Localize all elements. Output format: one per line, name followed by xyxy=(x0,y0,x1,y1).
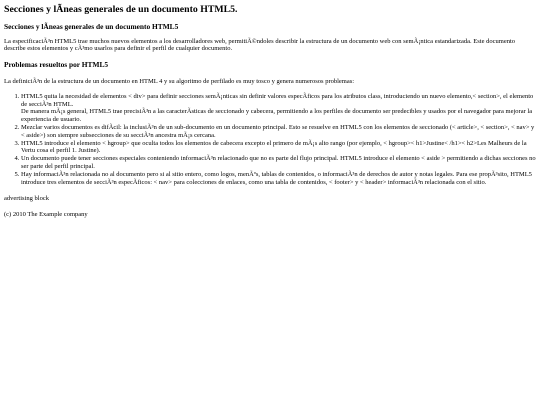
section-intro: La definiciÃ³n de la estructura de un documento en HTML 4 y su algoritmo de perfilado es muy tosco y genera numerosos problemas: xyxy=(4,78,355,86)
list-item-text: Un documento puede tener secciones especiales conteniendo informaciÃ³n relacionado que no es parte del flujo principal. HTML5 introduce el elemento < aside > permitiendo a dichas secciones no ser parte del perfil principal. xyxy=(21,155,536,171)
footer-copyright: (c) 2010 The Example company xyxy=(4,211,88,219)
list-item-text: HTML5 quita la necesidad de elementos < div> para definir secciones semÃ¡nticas sin definir valores especÃficos para los atributos class, introduciendo un nuevo elemento,< section>, el elemento de secciÃ³n HTML. xyxy=(21,92,534,108)
list-item-text: Mezclar varios documentos es difÃcil: la inclusiÃ³n de un sub-documento en un documento principal. Esto se resuelve en HTML5 con los elementos de seccionado (< article>, < section>, < nav> y < aside>) son siempre subsecciones de su secciÃ³n ancestra mÃ¡s cercana. xyxy=(21,124,535,139)
problems-list xyxy=(4,93,536,187)
section-title: Problemas resueltos por HTML5 xyxy=(4,60,109,70)
list-item xyxy=(21,171,536,187)
page-title: Secciones y lÃneas generales de un documento HTML5. xyxy=(4,4,238,15)
advertising-block: advertising block xyxy=(4,195,49,203)
article xyxy=(4,23,536,187)
list-item-text: De manera mÃ¡s general, HTML5 trae precisiÃ³n a las caracterÃsticas de seccionado y cabecera, permitiendo a los perfiles de documento ser predecibles y usados por el navegador para mejorar la experiencia de usuario. xyxy=(21,108,533,124)
list-item-text: HTML5 introduce el elemento < hgroup> que oculta todos los elementos de cabecera excepto el primero de mÃ¡s alto rango (por ejemplo, < hgroup>< h1>Justine< /h1>< h2>Les Malheurs de la Vertu cosa el perfil 1. Justine). xyxy=(21,139,527,155)
list-item xyxy=(21,93,536,124)
article-title: Secciones y lÃneas generales de un documento HTML5 xyxy=(4,21,179,31)
article-intro: La especificaciÃ³n HTML5 trae muchos nuevos elementos a los desarrolladores web, permitiÃ©ndoles describir la estructura de un documento web con semÃ¡ntica estandarizada. Este documento describe estos elementos y cÃ³mo usarlos para definir el perfil de cualquier documento. xyxy=(4,37,516,53)
list-item xyxy=(21,140,536,156)
list-item xyxy=(21,155,536,171)
list-item xyxy=(21,124,536,140)
list-item-text: Hay informaciÃ³n relacionada no al documento pero si al sitio entero, como logos, menÃºs, tablas de contenidos, o informaciÃ³n de derechos de autor y notas legales. Para ese propÃ³sito, HTML5 introduce tres elementos de secciÃ³n especÃficos: < nav> para colecciones de enlaces, como una tabla de contenidos, < footer> y < header> informaciÃ³n relacionada con el sitio. xyxy=(21,170,532,186)
